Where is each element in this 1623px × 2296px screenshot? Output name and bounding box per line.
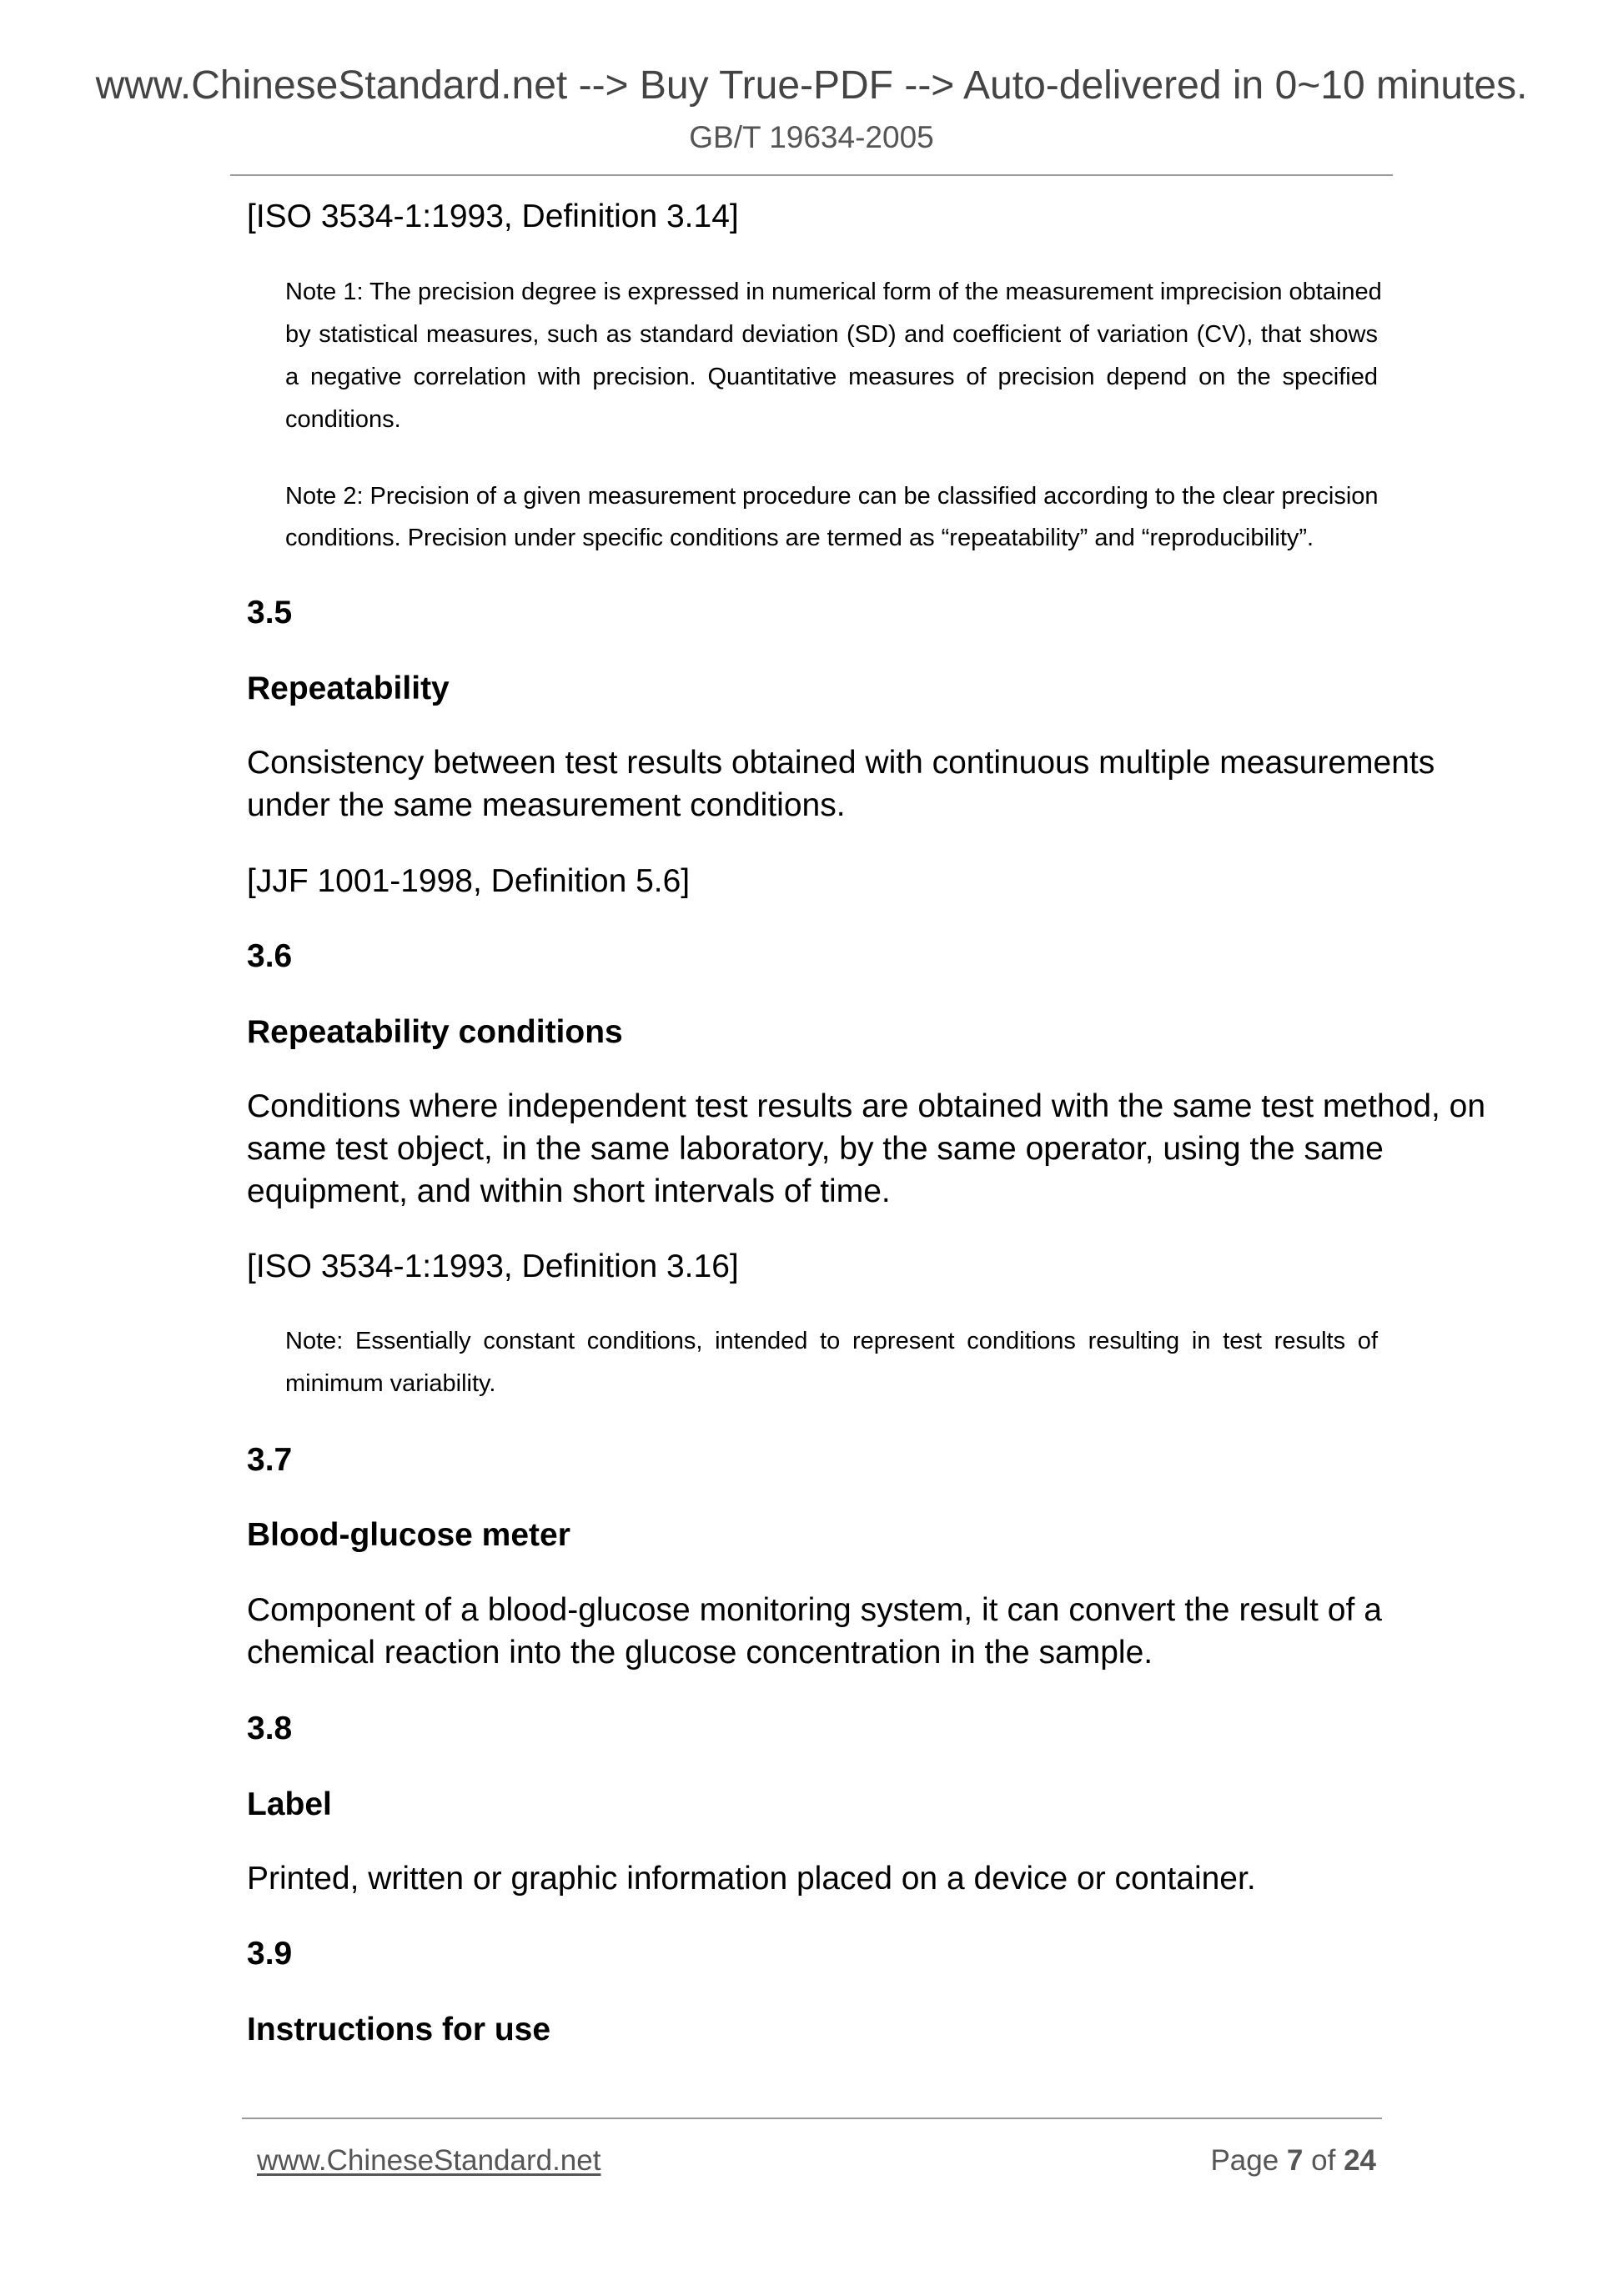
definition-line: same test object, in the same laboratory, by the same operator, using the same [247,1131,1384,1167]
section-number: 3.9 [247,1936,293,1972]
reference-3-4: [ISO 3534-1:1993, Definition 3.14] [247,198,739,234]
section-term: Repeatability [247,671,450,706]
note-line: a negative correlation with precision. Quantitative measures of precision depend on the specified [285,364,1378,390]
section-term: Instructions for use [247,2012,551,2047]
section-term: Repeatability conditions [247,1014,623,1050]
definition-line: Conditions where independent test results are obtained with the same test method, on [247,1088,1486,1124]
section-reference: [ISO 3534-1:1993, Definition 3.16] [247,1248,739,1284]
note-line: by statistical measures, such as standard deviation (SD) and coefficient of variation (CV), that shows [285,321,1378,348]
note-line: conditions. Precision under specific conditions are termed as “repeatability” and “reproducibility”. [285,525,1314,551]
standard-id: GB/T 19634-2005 [689,120,934,154]
note-line: conditions. [285,406,401,433]
page-current: 7 [1286,2144,1304,2177]
page-total: 24 [1344,2144,1376,2177]
note-line: Note 2: Precision of a given measurement procedure can be classified according to the clear precision [285,483,1379,510]
section-number: 3.5 [247,595,293,631]
footer-site-link[interactable]: www.ChineseStandard.net [257,2144,601,2177]
definition-line: equipment, and within short intervals of time. [247,1173,891,1209]
section-term: Label [247,1786,332,1822]
page-indicator [1210,2146,1376,2175]
page-of: of [1311,2144,1336,2177]
definition-line: under the same measurement conditions. [247,787,846,823]
header-divider [230,174,1393,176]
section-reference: [JJF 1001-1998, Definition 5.6] [247,863,691,899]
definition-line: Printed, written or graphic information placed on a device or container. [247,1861,1256,1897]
header-banner: www.ChineseStandard.net --> Buy True-PDF --> Auto-delivered in 0~10 minutes. [95,63,1528,108]
definition-line: Component of a blood-glucose monitoring system, it can convert the result of a [247,1592,1382,1628]
section-number: 3.7 [247,1442,293,1478]
note-line: Note: Essentially constant conditions, intended to represent conditions resulting in test results of [285,1328,1378,1354]
definition-line: Consistency between test results obtained with continuous multiple measurements [247,745,1435,781]
note-line: minimum variability. [285,1370,496,1397]
footer-divider [242,2118,1382,2119]
section-number: 3.8 [247,1711,293,1746]
page-prefix: Page [1210,2144,1279,2177]
note-line: Note 1: The precision degree is expressed in numerical form of the measurement imprecision obtained [285,279,1382,305]
definition-line: chemical reaction into the glucose concentration in the sample. [247,1635,1153,1671]
section-term: Blood-glucose meter [247,1517,570,1553]
section-number: 3.6 [247,938,293,974]
